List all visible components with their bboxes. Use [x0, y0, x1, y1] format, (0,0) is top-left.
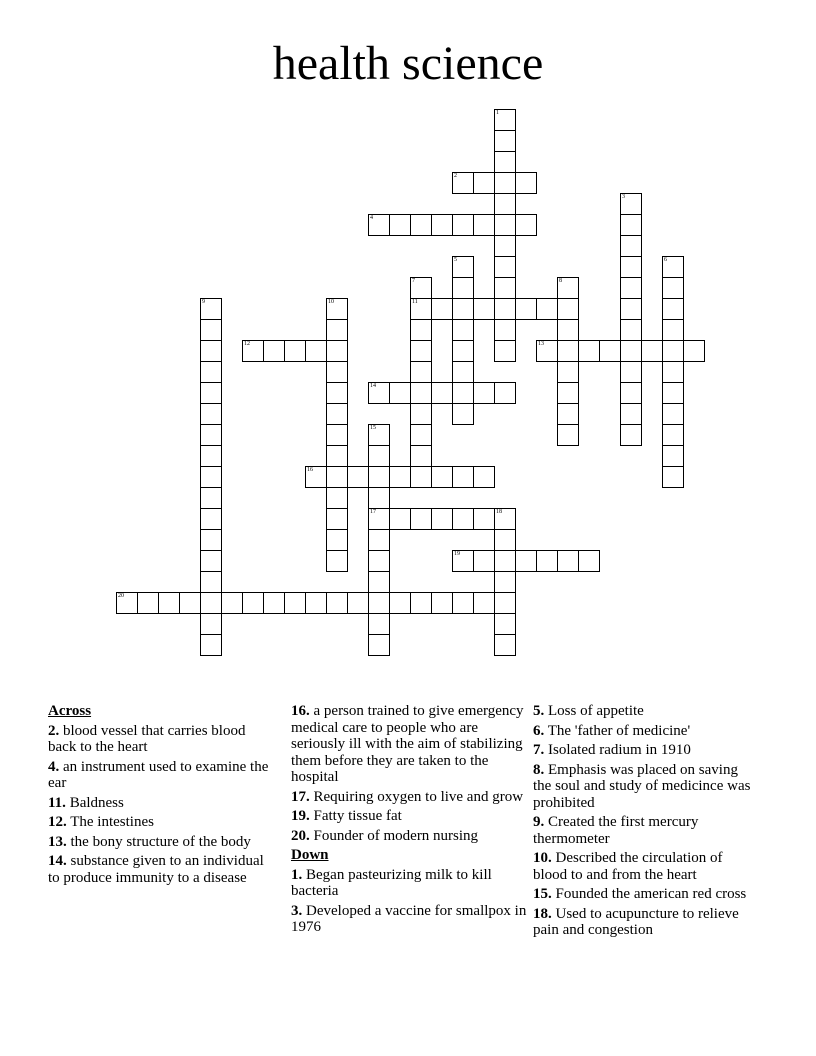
grid-cell[interactable] [242, 592, 264, 614]
grid-cell[interactable] [452, 214, 474, 236]
grid-cell[interactable] [326, 361, 348, 383]
grid-cell[interactable] [368, 550, 390, 572]
grid-cell[interactable] [452, 277, 474, 299]
clue-number: 20 [118, 593, 124, 599]
clue-number: 9 [202, 299, 205, 305]
clue-item [533, 850, 758, 883]
clue-number: 3 [622, 194, 625, 200]
grid-cell[interactable] [473, 382, 495, 404]
grid-cell[interactable] [662, 298, 684, 320]
grid-cell[interactable] [473, 550, 495, 572]
grid-cell[interactable] [620, 403, 642, 425]
clue-number-label: 10. [533, 850, 552, 866]
grid-cell[interactable] [620, 235, 642, 257]
grid-cell[interactable] [599, 340, 621, 362]
clue-text: Began pasteurizing milk to kill bacteria [291, 866, 492, 899]
grid-cell[interactable] [326, 466, 348, 488]
grid-cell[interactable] [494, 382, 516, 404]
grid-cell[interactable] [452, 361, 474, 383]
grid-cell[interactable] [410, 298, 432, 320]
clue-number-label: 12. [48, 814, 67, 830]
grid-cell[interactable] [662, 445, 684, 467]
clue-number: 8 [559, 278, 562, 284]
grid-cell[interactable] [452, 256, 474, 278]
clue-item [48, 853, 270, 886]
grid-cell[interactable] [578, 550, 600, 572]
clue-text: Created the first mercury thermometer [533, 814, 699, 847]
grid-cell[interactable] [578, 340, 600, 362]
grid-cell[interactable] [200, 340, 222, 362]
clue-number: 19 [454, 551, 460, 557]
grid-cell[interactable] [326, 298, 348, 320]
grid-cell[interactable] [452, 508, 474, 530]
grid-cell[interactable] [473, 172, 495, 194]
clue-column-3 [533, 703, 758, 942]
grid-cell[interactable] [494, 256, 516, 278]
grid-cell[interactable] [410, 340, 432, 362]
grid-cell[interactable] [662, 403, 684, 425]
clue-number: 6 [664, 257, 667, 263]
grid-cell[interactable] [473, 592, 495, 614]
clue-text: the bony structure of the body [66, 833, 251, 850]
grid-cell[interactable] [620, 277, 642, 299]
clue-number-label: 14. [48, 853, 67, 869]
grid-cell[interactable] [494, 193, 516, 215]
grid-cell[interactable] [620, 382, 642, 404]
grid-cell[interactable] [494, 340, 516, 362]
grid-cell[interactable] [662, 277, 684, 299]
grid-cell[interactable] [536, 340, 558, 362]
across-header: Across [48, 703, 92, 719]
grid-cell[interactable] [620, 298, 642, 320]
grid-cell[interactable] [473, 466, 495, 488]
grid-cell[interactable] [452, 172, 474, 194]
clue-number-label: 3. [291, 902, 303, 919]
clue-number: 16 [307, 467, 313, 473]
grid-cell[interactable] [368, 424, 390, 446]
grid-cell[interactable] [620, 424, 642, 446]
grid-cell[interactable] [410, 424, 432, 446]
grid-cell[interactable] [347, 592, 369, 614]
grid-cell[interactable] [473, 214, 495, 236]
clue-number-label: 20. [291, 827, 310, 844]
down-header: Down [291, 847, 329, 863]
grid-cell[interactable] [431, 508, 453, 530]
grid-cell[interactable] [662, 256, 684, 278]
grid-cell[interactable] [410, 592, 432, 614]
grid-cell[interactable] [410, 361, 432, 383]
grid-cell[interactable] [284, 340, 306, 362]
grid-cell[interactable] [200, 613, 222, 635]
grid-cell[interactable] [410, 214, 432, 236]
grid-cell[interactable] [368, 487, 390, 509]
clue-text: Emphasis was placed on saving the soul and study of medicince was prohibited [533, 761, 751, 811]
grid-cell[interactable] [536, 298, 558, 320]
grid-cell[interactable] [494, 529, 516, 551]
grid-cell[interactable] [452, 403, 474, 425]
grid-cell[interactable] [431, 298, 453, 320]
grid-cell[interactable] [494, 277, 516, 299]
clue-item [291, 789, 527, 806]
clue-number-label: 9. [533, 814, 545, 830]
grid-cell[interactable] [620, 193, 642, 215]
grid-cell[interactable] [662, 319, 684, 341]
clue-item [533, 886, 758, 903]
grid-cell[interactable] [368, 466, 390, 488]
grid-cell[interactable] [389, 508, 411, 530]
grid-cell[interactable] [200, 550, 222, 572]
grid-cell[interactable] [641, 340, 663, 362]
grid-cell[interactable] [452, 592, 474, 614]
grid-cell[interactable] [200, 571, 222, 593]
grid-cell[interactable] [620, 319, 642, 341]
grid-cell[interactable] [557, 340, 579, 362]
clue-number: 1 [496, 110, 499, 116]
clue-text: Described the circulation of blood to and from the heart [533, 850, 723, 883]
clue-number: 17 [370, 509, 376, 515]
grid-cell[interactable] [326, 424, 348, 446]
grid-cell[interactable] [662, 340, 684, 362]
grid-cell[interactable] [326, 550, 348, 572]
grid-cell[interactable] [494, 319, 516, 341]
grid-cell[interactable] [494, 130, 516, 152]
clue-item [533, 906, 758, 939]
grid-cell[interactable] [494, 550, 516, 572]
grid-cell[interactable] [494, 298, 516, 320]
grid-cell[interactable] [263, 340, 285, 362]
grid-cell[interactable] [410, 403, 432, 425]
grid-cell[interactable] [242, 340, 264, 362]
grid-cell[interactable] [368, 634, 390, 656]
grid-cell[interactable] [326, 382, 348, 404]
grid-cell[interactable] [326, 487, 348, 509]
grid-cell[interactable] [116, 592, 138, 614]
grid-cell[interactable] [431, 382, 453, 404]
clue-item [533, 814, 758, 847]
grid-cell[interactable] [368, 571, 390, 593]
grid-cell[interactable] [557, 403, 579, 425]
grid-cell[interactable] [389, 214, 411, 236]
grid-cell[interactable] [515, 172, 537, 194]
grid-cell[interactable] [200, 361, 222, 383]
clue-number: 5 [454, 257, 457, 263]
grid-cell[interactable] [494, 214, 516, 236]
grid-cell[interactable] [368, 529, 390, 551]
clue-column-2 [291, 703, 527, 939]
grid-cell[interactable] [347, 466, 369, 488]
grid-cell[interactable] [326, 508, 348, 530]
grid-cell[interactable] [620, 361, 642, 383]
clue-text: blood vessel that carries blood back to the heart [48, 722, 246, 755]
clue-number: 11 [412, 299, 418, 305]
clue-text: substance given to an individual to produce immunity to a disease [48, 853, 264, 886]
grid-cell[interactable] [662, 424, 684, 446]
grid-cell[interactable] [452, 319, 474, 341]
grid-cell[interactable] [620, 214, 642, 236]
grid-cell[interactable] [326, 319, 348, 341]
grid-cell[interactable] [200, 466, 222, 488]
clue-number: 14 [370, 383, 376, 389]
grid-cell[interactable] [410, 319, 432, 341]
clue-item [533, 762, 758, 812]
grid-cell[interactable] [662, 382, 684, 404]
grid-cell[interactable] [368, 508, 390, 530]
clue-item [48, 795, 270, 812]
clue-text: Isolated radium in 1910 [544, 742, 691, 758]
grid-cell[interactable] [494, 508, 516, 530]
clue-item [291, 903, 527, 936]
grid-cell[interactable] [368, 592, 390, 614]
clue-number-label: 5. [533, 703, 545, 719]
clue-item [48, 723, 270, 756]
clue-text: The intestines [66, 814, 154, 830]
clue-text: Founded the american red cross [551, 886, 747, 902]
clue-number: 7 [412, 278, 415, 284]
grid-cell[interactable] [557, 277, 579, 299]
grid-cell[interactable] [515, 298, 537, 320]
clue-item [291, 867, 527, 900]
clue-number-label: 15. [533, 886, 552, 902]
clue-number-label: 17. [291, 788, 310, 805]
grid-cell[interactable] [494, 571, 516, 593]
clue-item [48, 814, 270, 831]
grid-cell[interactable] [200, 445, 222, 467]
clue-number-label: 18. [533, 905, 552, 922]
grid-cell[interactable] [452, 382, 474, 404]
clue-number-label: 11. [48, 794, 66, 811]
grid-cell[interactable] [368, 613, 390, 635]
clue-text: Loss of appetite [544, 703, 644, 719]
clue-item [533, 723, 758, 740]
grid-cell[interactable] [326, 403, 348, 425]
grid-cell[interactable] [179, 592, 201, 614]
grid-cell[interactable] [137, 592, 159, 614]
grid-cell[interactable] [557, 298, 579, 320]
clue-item [533, 742, 758, 759]
clue-item [291, 828, 527, 845]
clue-text: The 'father of medicine' [544, 722, 691, 739]
grid-cell[interactable] [662, 466, 684, 488]
grid-cell[interactable] [515, 550, 537, 572]
grid-cell[interactable] [368, 382, 390, 404]
grid-cell[interactable] [389, 466, 411, 488]
grid-cell[interactable] [431, 592, 453, 614]
grid-cell[interactable] [494, 109, 516, 131]
clue-number-label: 2. [48, 722, 60, 739]
grid-cell[interactable] [200, 592, 222, 614]
grid-cell[interactable] [494, 235, 516, 257]
grid-cell[interactable] [263, 592, 285, 614]
grid-cell[interactable] [200, 529, 222, 551]
grid-cell[interactable] [221, 592, 243, 614]
clue-item [291, 808, 527, 825]
grid-cell[interactable] [305, 340, 327, 362]
grid-cell[interactable] [410, 508, 432, 530]
grid-cell[interactable] [452, 466, 474, 488]
grid-cell[interactable] [620, 340, 642, 362]
grid-cell[interactable] [410, 466, 432, 488]
grid-cell[interactable] [326, 340, 348, 362]
clue-number: 10 [328, 299, 334, 305]
grid-cell[interactable] [200, 382, 222, 404]
grid-cell[interactable] [452, 340, 474, 362]
grid-cell[interactable] [557, 550, 579, 572]
grid-cell[interactable] [284, 592, 306, 614]
grid-cell[interactable] [557, 319, 579, 341]
grid-cell[interactable] [662, 361, 684, 383]
grid-cell[interactable] [683, 340, 705, 362]
grid-cell[interactable] [200, 487, 222, 509]
clue-number: 2 [454, 173, 457, 179]
grid-cell[interactable] [557, 424, 579, 446]
grid-cell[interactable] [305, 592, 327, 614]
clue-number-label: 8. [533, 761, 545, 778]
clue-number-label: 19. [291, 808, 310, 824]
clue-text: Developed a vaccine for smallpox in 1976 [291, 902, 527, 935]
grid-cell[interactable] [305, 466, 327, 488]
grid-cell[interactable] [200, 319, 222, 341]
clue-number-label: 4. [48, 758, 60, 775]
grid-cell[interactable] [515, 214, 537, 236]
grid-cell[interactable] [557, 382, 579, 404]
grid-cell[interactable] [326, 592, 348, 614]
grid-cell[interactable] [494, 151, 516, 173]
grid-cell[interactable] [473, 298, 495, 320]
clue-number: 13 [538, 341, 544, 347]
grid-cell[interactable] [431, 466, 453, 488]
grid-cell[interactable] [200, 634, 222, 656]
grid-cell[interactable] [158, 592, 180, 614]
grid-cell[interactable] [368, 445, 390, 467]
grid-cell[interactable] [389, 382, 411, 404]
clue-number-label: 1. [291, 866, 303, 883]
clue-text: a person trained to give emergency medical care to people who are seriously ill with the aim of stabilizing them before they are taken to the hospital [291, 703, 524, 785]
clue-number-label: 13. [48, 833, 67, 850]
grid-cell[interactable] [410, 445, 432, 467]
grid-cell[interactable] [494, 172, 516, 194]
grid-cell[interactable] [389, 592, 411, 614]
grid-cell[interactable] [431, 214, 453, 236]
clue-number: 15 [370, 425, 376, 431]
clue-text: Requiring oxygen to live and grow [309, 788, 524, 805]
clue-text: an instrument used to examine the ear [48, 758, 269, 791]
clue-item [291, 703, 527, 786]
clue-number-label: 7. [533, 742, 545, 758]
grid-cell[interactable] [473, 508, 495, 530]
clue-number: 12 [244, 341, 250, 347]
clue-number: 18 [496, 509, 502, 515]
grid-cell[interactable] [326, 529, 348, 551]
clue-number-label: 16. [291, 703, 310, 719]
grid-cell[interactable] [494, 634, 516, 656]
grid-cell[interactable] [200, 403, 222, 425]
grid-cell[interactable] [410, 277, 432, 299]
grid-cell[interactable] [326, 445, 348, 467]
clue-text: Founder of modern nursing [309, 827, 479, 844]
clue-text: Baldness [65, 794, 124, 811]
page-title: health science [272, 37, 544, 90]
clue-item [48, 834, 270, 851]
grid-cell[interactable] [536, 550, 558, 572]
clue-number-label: 6. [533, 722, 545, 739]
clue-column-1 [48, 703, 270, 889]
grid-cell[interactable] [452, 298, 474, 320]
grid-cell[interactable] [494, 592, 516, 614]
clue-item [533, 703, 758, 720]
clue-text: Used to acupuncture to relieve pain and congestion [533, 905, 739, 938]
clue-item [48, 759, 270, 792]
grid-cell[interactable] [200, 298, 222, 320]
grid-cell[interactable] [410, 382, 432, 404]
grid-cell[interactable] [368, 214, 390, 236]
grid-cell[interactable] [452, 550, 474, 572]
grid-cell[interactable] [494, 613, 516, 635]
grid-cell[interactable] [557, 361, 579, 383]
clue-text: Fatty tissue fat [309, 808, 402, 824]
grid-cell[interactable] [200, 508, 222, 530]
clue-number: 4 [370, 215, 373, 221]
grid-cell[interactable] [200, 424, 222, 446]
grid-cell[interactable] [620, 256, 642, 278]
